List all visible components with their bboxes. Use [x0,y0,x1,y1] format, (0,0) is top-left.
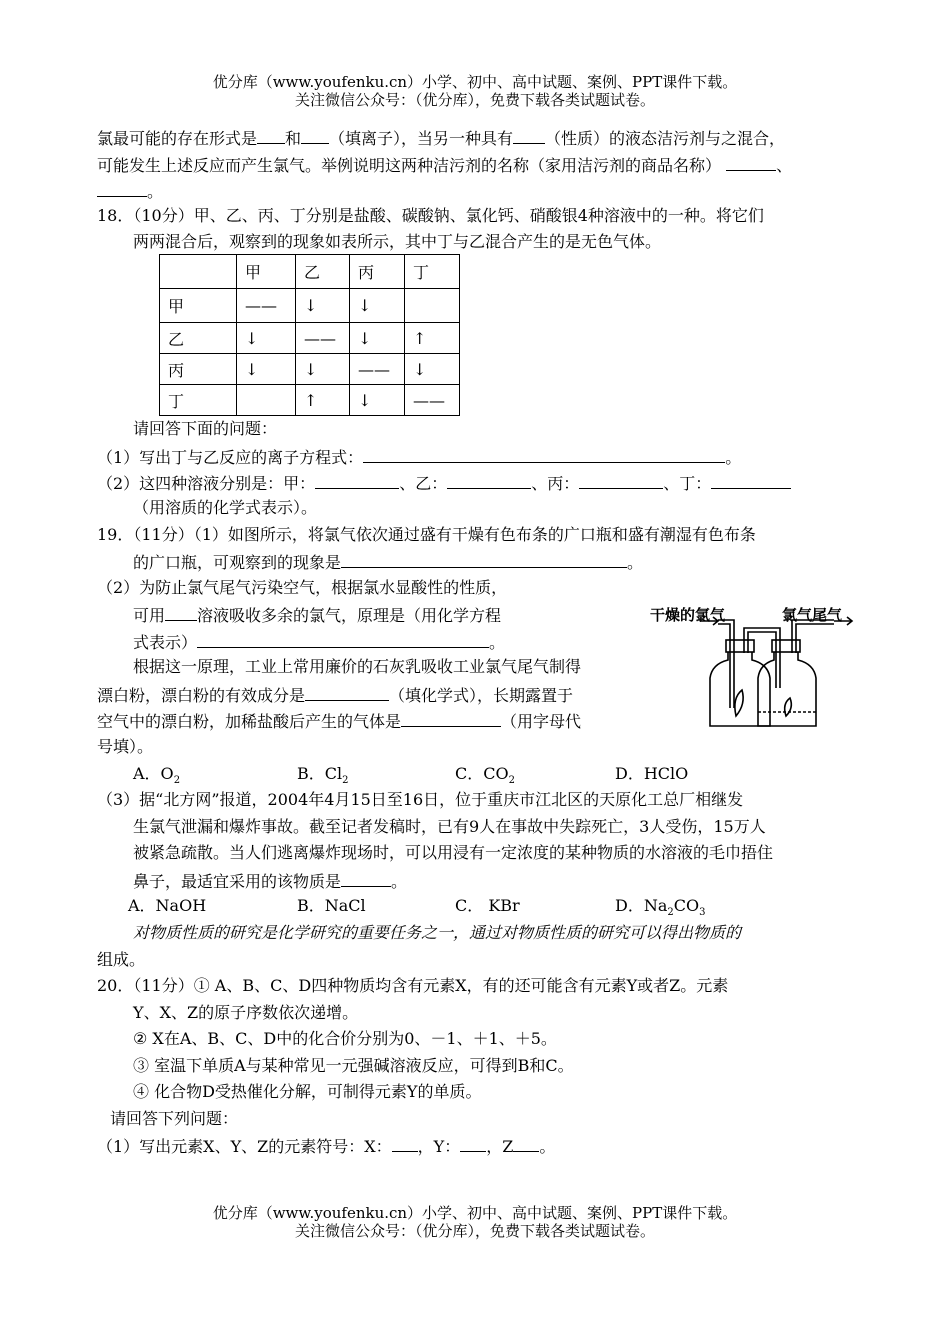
q19-p3-option-a: A．NaOH [128,896,207,915]
q18-sub-2: （2）这四种溶液分别是：甲： 、乙： 、丙： 、丁： [97,472,791,494]
table-row: 甲 —— ↓ ↓ [160,289,460,323]
q19-line-2: 的广口瓶，可观察到的现象是 。 [133,553,644,572]
q19-option-b: B．$Cl_2$ [297,764,349,787]
q19-part2-d: 根据这一原理，工业上常用廉价的石灰乳吸收工业氯气尾气制得 [133,657,582,676]
q20-prompt: 请回答下列问题： [110,1109,239,1128]
header-line-2: 关注微信公众号：（优分库），免费下载各类试题试卷。 [294,91,655,109]
q19-part2-a: （2）为防止氯气尾气污染空气，根据氯水显酸性的性质， [97,578,508,597]
q17-line-1: 氯最可能的存在形式是 和 （填离子），当另一种具有 （性质）的液态洁污剂与之混合， [97,129,786,148]
q19-line-1: 19．（11分）（1）如图所示，将氯气依次通过盛有干燥有色布条的广口瓶和盛有潮湿有色布条 [97,525,756,544]
q18-line-2: 两两混合后，观察到的现象如表所示，其中丁与乙混合产生的是无色气体。 [133,232,662,251]
header-line-1: 优分库（www.youfenku.cn）小学、初中、高中试题、案例、PPT课件下载。 [212,73,738,91]
table-row: 乙 ↓ —— ↓ ↑ [160,323,460,354]
footer-line-1: 优分库（www.youfenku.cn）小学、初中、高中试题、案例、PPT课件下载。 [212,1204,738,1222]
figure-label-tail-gas: 氯气尾气 [782,606,843,624]
q19-part2-f: 空气中的漂白粉，加稀盐酸后产生的气体是 （用字母代 [97,712,582,731]
footer-line-2: 关注微信公众号：（优分库），免费下载各类试题试卷。 [294,1222,655,1240]
q20-sub-1: （1）写出元素X、Y、Z的元素符号：X： ，Y： ，Z 。 [97,1137,556,1156]
q19-part2-e: 漂白粉，漂白粉的有效成分是 （填化学式），长期露置于 [97,686,574,705]
q19-part3-d: 鼻子，最适宜采用的该物质是 。 [133,872,408,891]
q19-option-d: D．HClO [615,764,689,783]
q18-line-1: 18．（10分）甲、乙、丙、丁分别是盐酸、碳酸钠、氯化钙、硝酸银4种溶液中的一种。将它们 [97,206,764,225]
gas-bottles-figure [640,598,875,738]
q19-part3-a: （3）据“北方网”报道，2004年4月15日至16日，位于重庆市江北区的天原化工总厂相继发 [97,790,744,809]
q18-sub-2-note: （用溶质的化学式表示）。 [133,498,318,517]
q19-part3-b: 生氯气泄漏和爆炸事故。截至记者发稿时，已有9人在事故中失踪死亡，3人受伤，15万人 [133,817,766,836]
q19-p3-option-c: C． KBr [455,896,520,915]
reaction-table: 甲 乙 丙 丁 甲 —— ↓ ↓ 乙 ↓ —— ↓ ↑ 丙 ↓ ↓ —— ↓ 丁 ↑ ↓ —— [159,254,460,416]
intro-line-1: 对物质性质的研究是化学研究的重要任务之一，通过对物质性质的研究可以得出物质的 [133,923,742,942]
figure-label-dry-chlorine: 干燥的氯气 [650,606,726,624]
q19-part2-g: 号填）。 [97,737,154,756]
q18-sub-1: （1）写出丁与乙反应的离子方程式： 。 [97,448,742,467]
q19-p3-option-b: B．NaCl [297,896,366,915]
q20-line-4: ③ 室温下单质A与某种常见一元强碱溶液反应，可得到B和C。 [133,1056,574,1075]
q18-prompt: 请回答下面的问题： [133,419,278,438]
table-row: 丙 ↓ ↓ —— ↓ [160,354,460,385]
q20-line-1: 20．（11分）① A、B、C、D四种物质均含有元素X，有的还可能含有元素Y或者Z。元素 [97,976,729,995]
intro-line-2: 组成。 [97,950,146,969]
q19-p3-option-d: D．$Na_2CO_3$ [615,896,706,919]
q19-option-a: A．$O_2$ [133,764,181,787]
q20-line-3: ② X在A、B、C、D中的化合价分别为0、－1、＋1、＋5。 [133,1029,557,1048]
q19-option-c: C．$CO_2$ [455,764,515,787]
table-row: 丁 ↑ ↓ —— [160,385,460,416]
q19-part3-c: 被紧急疏散。当人们逃离爆炸现场时，可以用浸有一定浓度的某种物质的水溶液的毛巾捂住 [133,843,774,862]
q17-line-3: 。 [97,180,163,202]
q19-part2-b: 可用 溶液吸收多余的氯气，原理是（用化学方程 [133,606,502,625]
q19-part2-c: 式表示） 。 [133,633,506,652]
q20-line-5: ④ 化合物D受热催化分解，可制得元素Y的单质。 [133,1082,482,1101]
q20-line-2: Y、X、Z的原子序数依次递增。 [133,1003,359,1022]
q17-line-2: 可能发生上述反应而产生氯气。举例说明这两种洁污剂的名称（家用洁污剂的商品名称） 、 [97,156,793,175]
